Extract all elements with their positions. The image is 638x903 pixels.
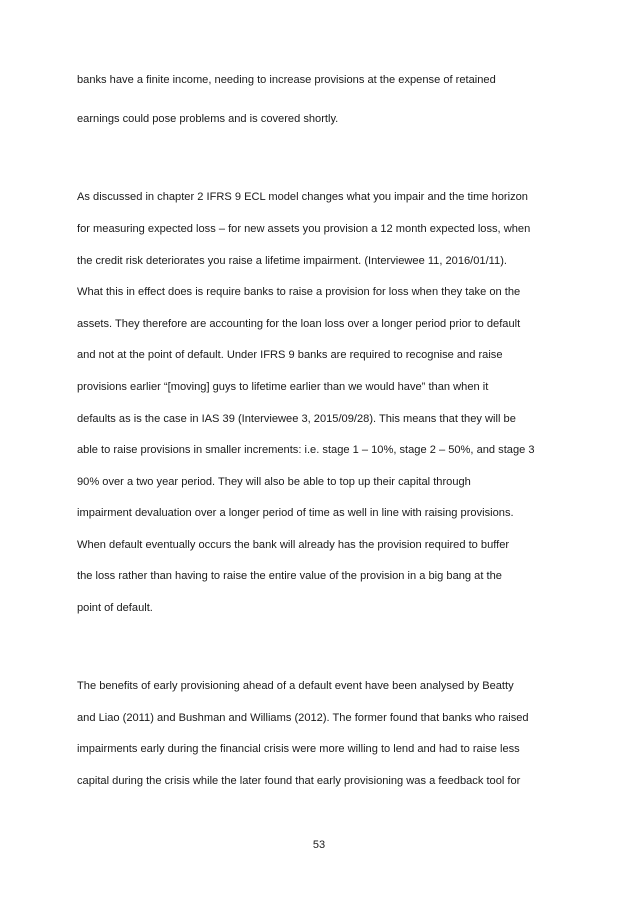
paragraph-2-line-8: defaults as is the case in IAS 39 (Interviewee 3, 2015/09/28). This means that they will be [77, 413, 516, 425]
paragraph-1-line-2: earnings could pose problems and is covered shortly. [77, 113, 339, 125]
paragraph-2-line-1: As discussed in chapter 2 IFRS 9 ECL model changes what you impair and the time horizon [77, 191, 528, 203]
paragraph-2-line-4: What this in effect does is require banks to raise a provision for loss when they take on the [77, 286, 521, 298]
paragraph-2-line-2: for measuring expected loss – for new assets you provision a 12 month expected loss, when [77, 223, 531, 235]
paragraph-3-line-1: The benefits of early provisioning ahead of a default event have been analysed by Beatty [77, 680, 514, 692]
paragraph-3-line-4: capital during the crisis while the later found that early provisioning was a feedback tool for [77, 775, 521, 787]
paragraph-2-line-7: provisions earlier “[moving] guys to lifetime earlier than we would have” than when it [77, 381, 489, 393]
paragraph-2-line-11: impairment devaluation over a longer period of time as well in line with raising provisions. [77, 507, 514, 519]
paragraph-3-line-3: impairments early during the financial crisis were more willing to lend and had to raise less [77, 743, 520, 755]
page-number: 53 [312, 839, 326, 851]
paragraph-1-line-1: banks have a finite income, needing to increase provisions at the expense of retained [77, 74, 496, 86]
paragraph-2-line-5: assets. They therefore are accounting for the loan loss over a longer period prior to default [77, 318, 521, 330]
paragraph-3-line-2: and Liao (2011) and Bushman and Williams (2012). The former found that banks who raised [77, 712, 529, 724]
paragraph-2-line-14: point of default. [77, 602, 153, 614]
paragraph-2-line-10: 90% over a two year period. They will also be able to top up their capital through [77, 476, 471, 488]
paragraph-2-line-12: When default eventually occurs the bank will already has the provision required to buffer [77, 539, 510, 551]
paragraph-2-line-6: and not at the point of default. Under IFRS 9 banks are required to recognise and raise [77, 349, 503, 361]
paragraph-2-line-9: able to raise provisions in smaller increments: i.e. stage 1 – 10%, stage 2 – 50%, and stage 3 [77, 444, 535, 456]
paragraph-2-line-3: the credit risk deteriorates you raise a lifetime impairment. (Interviewee 11, 2016/01/11). [77, 255, 507, 267]
paragraph-2-line-13: the loss rather than having to raise the entire value of the provision in a big bang at the [77, 570, 502, 582]
